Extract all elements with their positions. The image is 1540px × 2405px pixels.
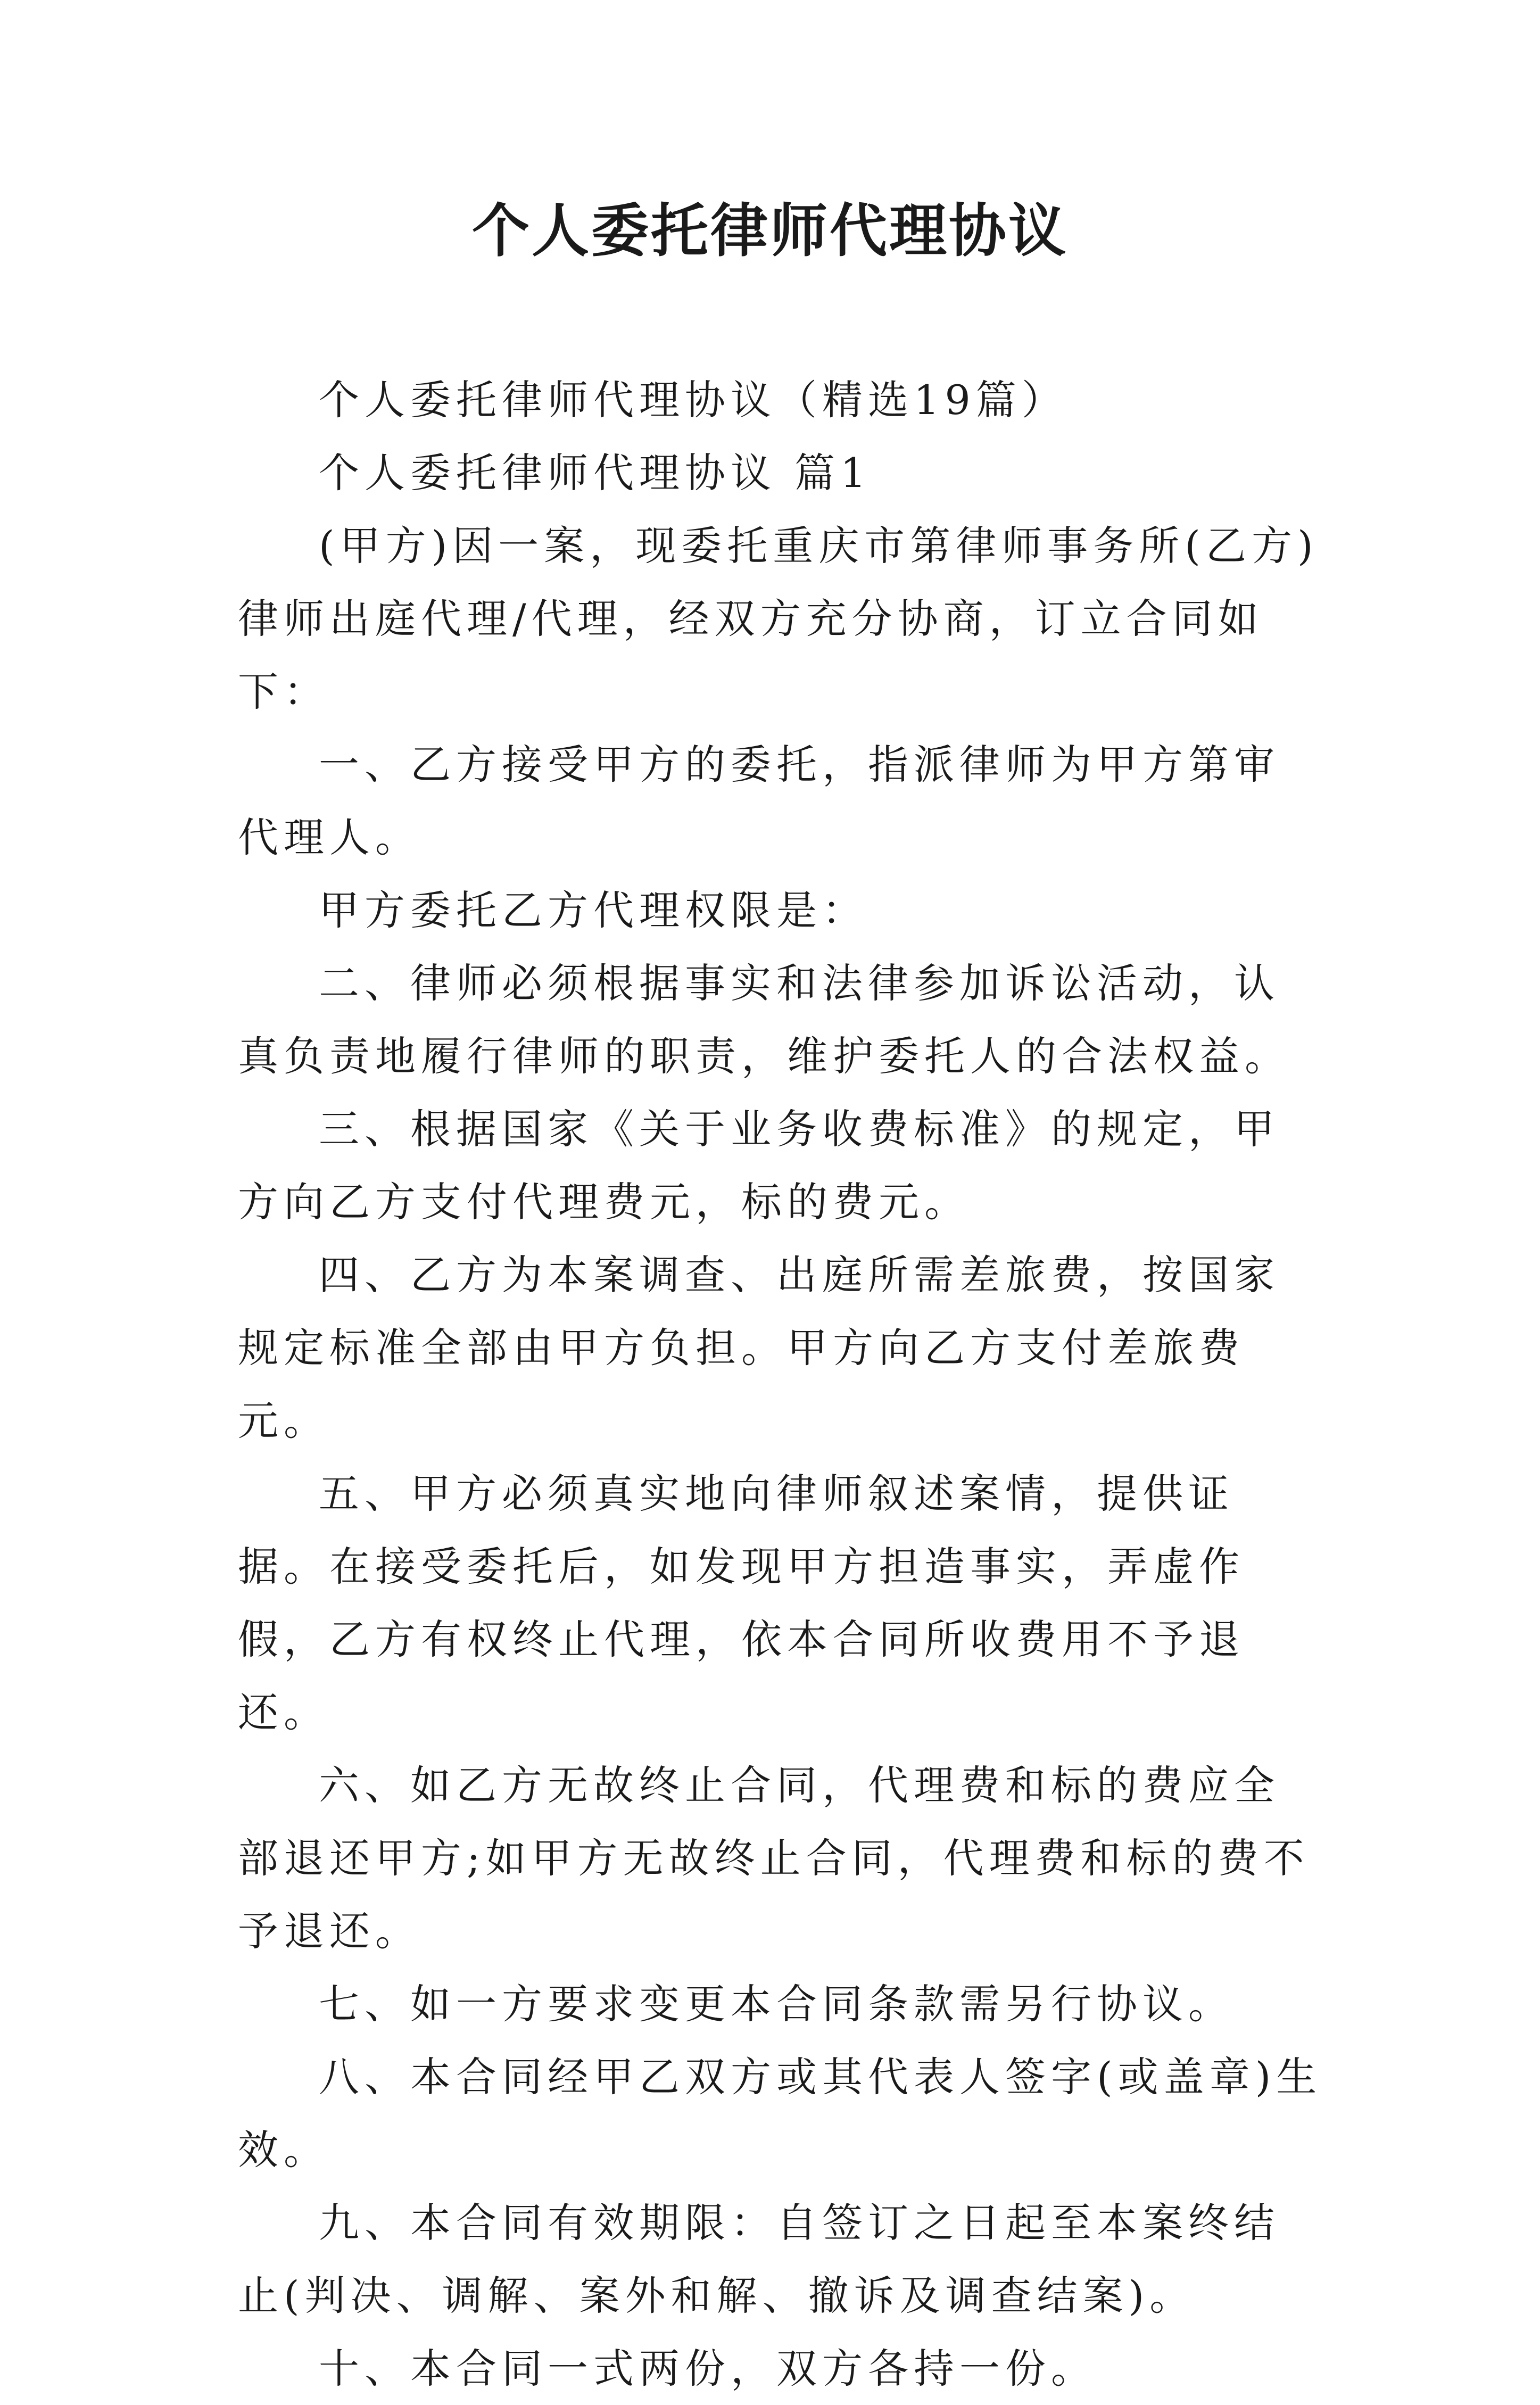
clause-9: 九、本合同有效期限：自签订之日起至本案终结止(判决、调解、案外和解、撤诉及调查结案)。 [238, 2199, 1280, 2319]
clause-1: 一、乙方接受甲方的委托，指派律师为甲方第审代理人。 [238, 741, 1280, 861]
clause-5: 五、甲方必须真实地向律师叙述案情，提供证据。在接受委托后，如发现甲方担造事实，弄虚作假，乙方有权终止代理，依本合同所收费用不予退还。 [238, 1470, 1245, 1736]
subtitle-line: 个人委托律师代理协议（精选19篇） [319, 376, 1067, 424]
clause-7: 七、如一方要求变更本合同条款需另行协议。 [319, 1980, 1234, 2028]
clause-8: 八、本合同经甲乙双方或其代表人签字(或盖章)生效。 [238, 2053, 1322, 2173]
clause-10: 十、本合同一式两份，双方各持一份。 [319, 2345, 1097, 2392]
paragraph-intro: (甲方)因一案，现委托重庆市第律师事务所(乙方)律师出庭代理/代理，经双方充分协商，订立合同如下： [238, 522, 1319, 715]
document-title: 个人委托律师代理协议 [471, 198, 1068, 265]
clause-2: 二、律师必须根据事实和法律参加诉讼活动，认真负责地履行律师的职责，维护委托人的合法权益。 [238, 960, 1290, 1080]
clause-6: 六、如乙方无故终止合同，代理费和标的费应全部退还甲方;如甲方无故终止合同，代理费和标的费不予退还。 [238, 1762, 1310, 1955]
clause-3: 三、根据国家《关于业务收费标准》的规定，甲方向乙方支付代理费元，标的费元。 [238, 1105, 1280, 1226]
document-body [238, 363, 1323, 2405]
section-heading: 个人委托律师代理协议 篇1 [319, 449, 872, 497]
clause-4: 四、乙方为本案调查、出庭所需差旅费，按国家规定标准全部由甲方负担。甲方向乙方支付差旅费元。 [238, 1251, 1280, 1444]
clause-authority: 甲方委托乙方代理权限是： [319, 887, 868, 934]
